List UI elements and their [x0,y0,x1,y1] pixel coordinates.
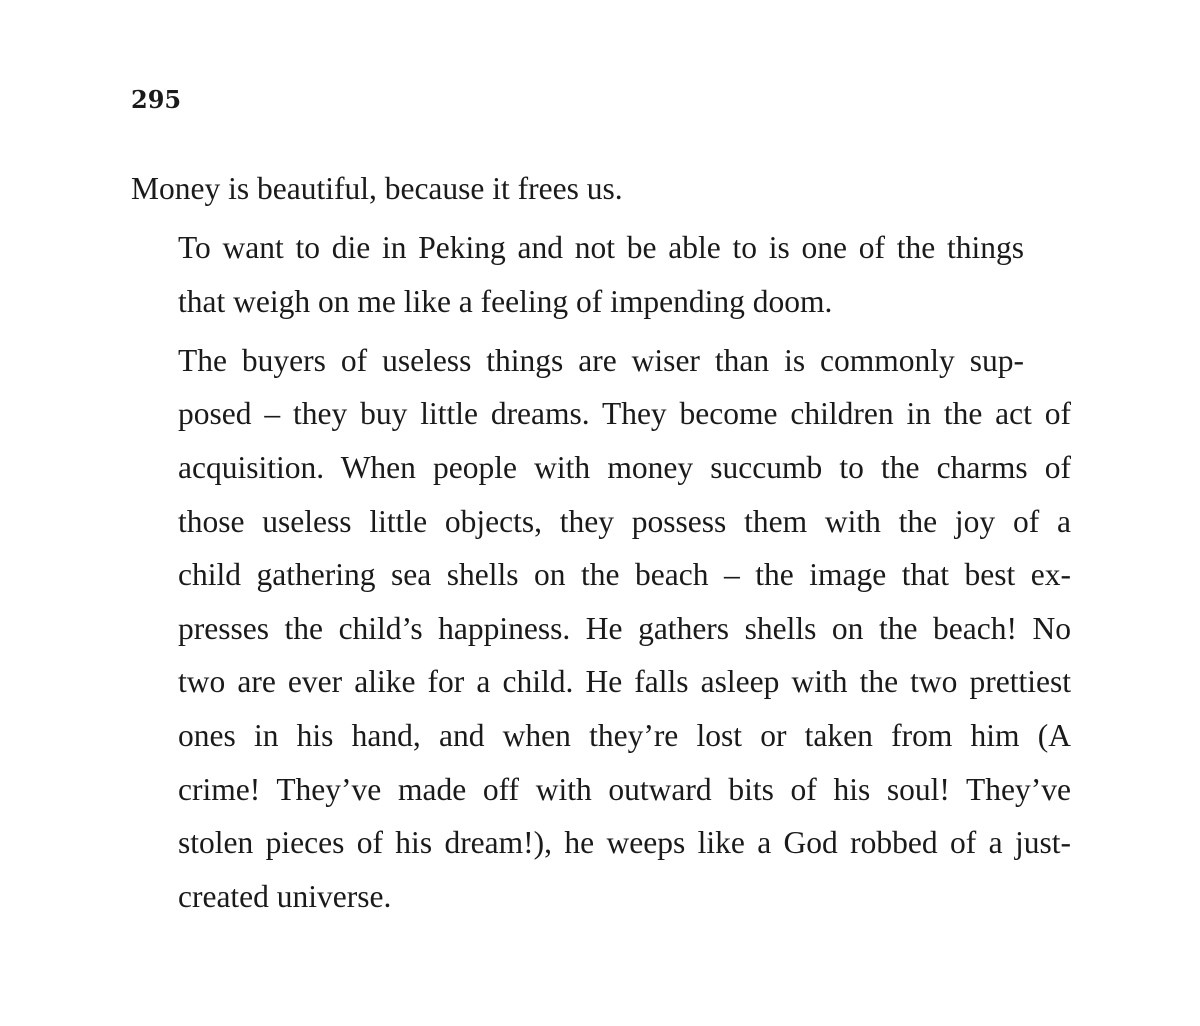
text-line: acquisition. When people with money succumb to the charms of [178,449,1071,485]
text-line: posed – they buy little dreams. They become children in the act of [178,396,1071,432]
text-line: ones in his hand, and when they’re lost or taken from him (A [178,717,1071,753]
paragraph [131,162,1071,216]
body-text [131,162,1071,929]
text-line: To want to die in Peking and not be able to is one of the things [178,230,1024,266]
text-line: those useless little objects, they possess them with the joy of a [178,503,1071,539]
page-number: 295 [131,85,182,114]
text-line: The buyers of useless things are wiser than is commonly sup- [178,342,1024,378]
text-line: Money is beautiful, because it frees us. [131,171,623,206]
text-line: that weigh on me like a feeling of impending doom. [178,283,833,319]
text-line: child gathering sea shells on the beach – the image that best ex- [178,557,1071,593]
paragraph [131,221,1071,328]
text-line: presses the child’s happiness. He gathers shells on the beach! No [178,610,1071,646]
text-line: two are ever alike for a child. He falls asleep with the two prettiest [178,664,1071,700]
text-line: stolen pieces of his dream!), he weeps like a God robbed of a just- [178,825,1071,861]
text-line: created universe. [178,878,392,914]
text-line: crime! They’ve made off with outward bits of his soul! They’ve [178,771,1071,807]
paragraph [131,334,1071,924]
